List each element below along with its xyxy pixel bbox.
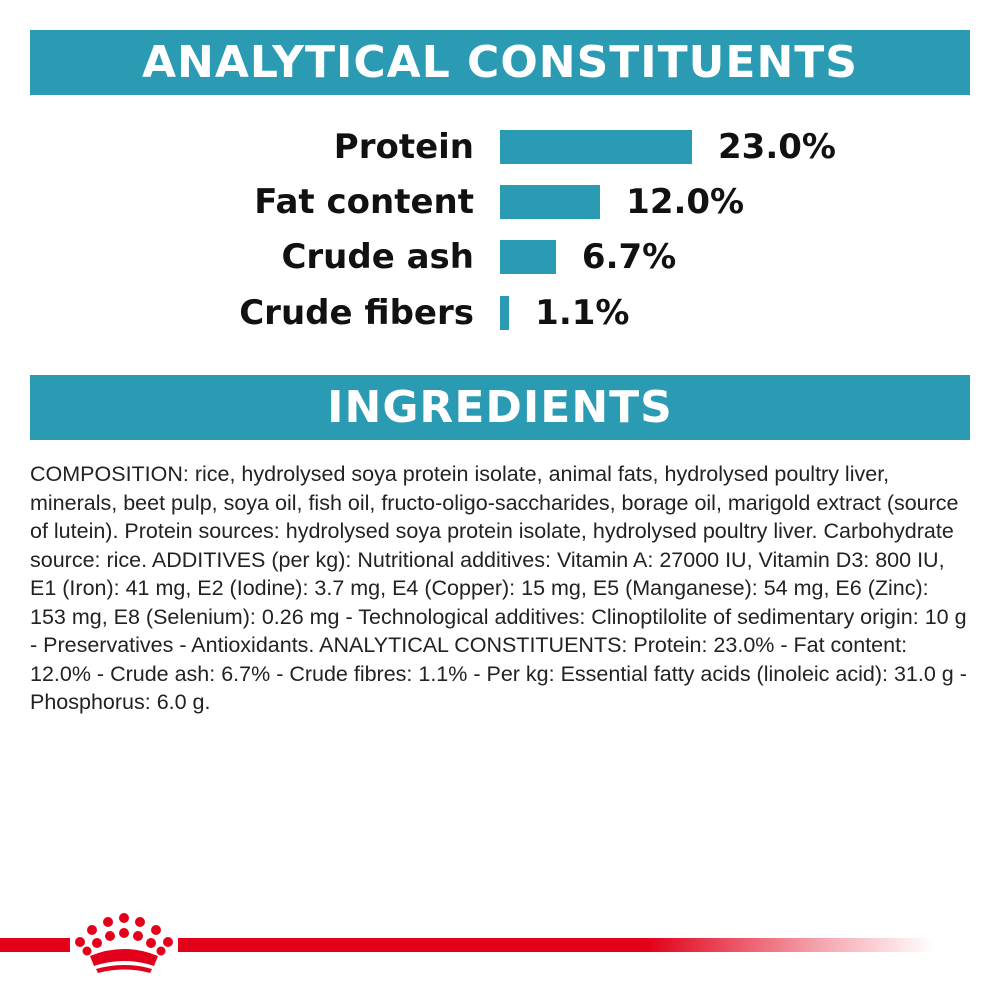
constituent-bar [500,185,600,219]
constituent-label: Fat content [254,182,474,222]
footer-line-right [178,938,935,952]
footer-line-left [0,938,70,952]
analytical-constituents-banner [30,30,970,95]
constituent-row [0,237,1000,277]
constituent-value: 23.0% [718,127,836,167]
ingredients-text: COMPOSITION: rice, hydrolysed soya protein isolate, animal fats, hydrolysed poultry liver, minerals, beet pulp, soya oil, fish oil, fructo-oligo-saccharides, borage oil, marigold extract (source of lutein). Protein sources: hydrolysed soya protein isolate, hydrolysed poultry liver. Carbohydrate source: rice. ADDITIVES (per kg): Nutritional additives: Vitamin A: 27000 IU, Vitamin D3: 800 IU, E1 (Iron): 41 mg, E2 (Iodine): 3.7 mg, E4 (Copper): 15 mg, E5 (Manganese): 54 mg, E6 (Zinc): 153 mg, E8 (Selenium): 0.26 mg - Technological additives: Clinoptilolite of sedimentary origin: 10 g - Preservatives - Antioxidants. ANALYTICAL CONSTITUENTS: Protein: 23.0% - Fat content: 12.0% - Crude ash: 6.7% - Crude fibres: 1.1% - Per kg: Essential fatty acids (linoleic acid): 31.0 g - Phosphorus: 6.0 g. [30,462,967,714]
constituent-bar [500,240,556,274]
constituent-label: Protein [333,127,474,167]
constituent-row [0,293,1000,333]
constituent-bar [500,130,692,164]
crown-icon [70,912,178,974]
constituent-bar [500,296,509,330]
constituent-row [0,182,1000,222]
analytical-constituents-title: ANALYTICAL CONSTITUENTS [142,37,858,88]
constituent-label: Crude fibers [239,293,474,333]
constituent-row [0,127,1000,167]
constituent-value: 12.0% [626,182,745,222]
constituent-value: 1.1% [535,293,630,333]
ingredients-title: INGREDIENTS [327,382,673,433]
ingredients-banner [30,375,970,440]
constituent-value: 6.7% [581,237,677,277]
constituent-label: Crude ash [281,237,474,277]
